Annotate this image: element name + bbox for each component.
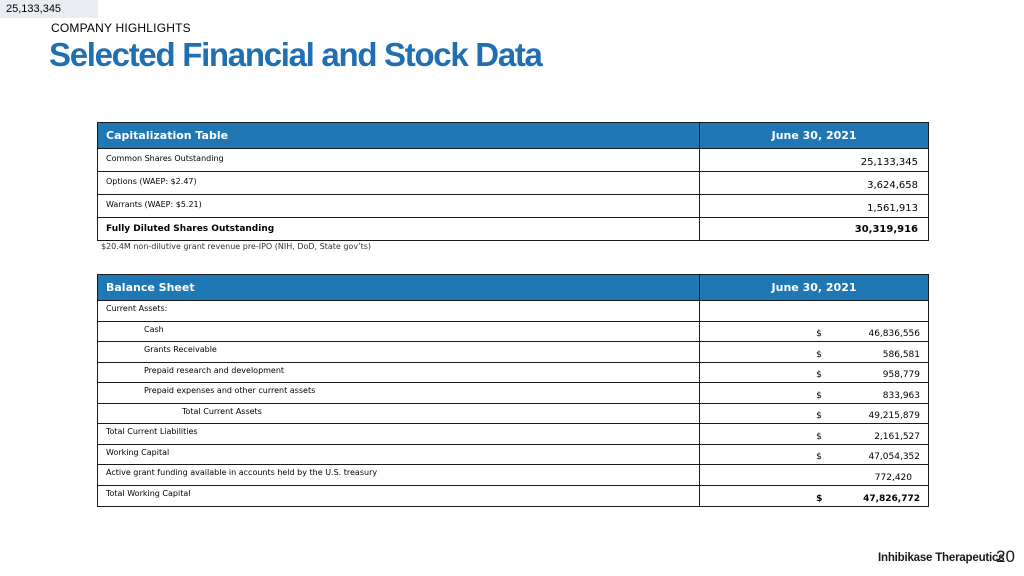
row-value	[700, 485, 929, 506]
amount: 833,963	[882, 390, 920, 401]
section-kicker: COMPANY HIGHLIGHTS	[51, 21, 191, 35]
table-row	[98, 362, 929, 383]
row-value	[700, 424, 929, 445]
currency-symbol: $	[816, 329, 822, 339]
table-row	[98, 301, 929, 322]
row-value	[700, 465, 929, 486]
page-number: 20	[996, 547, 1015, 566]
table-row	[98, 424, 929, 445]
row-label: Options (WAEP: $2.47)	[98, 172, 700, 195]
row-label: Prepaid expenses and other current assets	[98, 383, 700, 404]
row-value	[700, 342, 929, 363]
grant-footnote: $20.4M non-dilutive grant revenue pre-IPO (NIH, DoD, State gov’ts)	[101, 242, 372, 251]
amount: 958,779	[882, 370, 920, 380]
currency-symbol: $	[816, 370, 822, 380]
row-value	[700, 321, 929, 342]
amount: 49,215,879	[868, 411, 920, 421]
bs-header-date: June 30, 2021	[700, 275, 929, 301]
row-value: 3,624,658	[700, 172, 929, 195]
row-label: Fully Diluted Shares Outstanding	[98, 218, 700, 241]
row-value	[700, 301, 929, 322]
amount: 47,826,772	[863, 493, 920, 504]
amount: 586,581	[882, 349, 920, 360]
amount: 772,420	[874, 472, 912, 483]
row-value: 30,319,916	[700, 218, 929, 241]
table-total-row	[98, 218, 929, 241]
table-row	[98, 444, 929, 465]
row-label: Warrants (WAEP: $5.21)	[98, 195, 700, 218]
row-value: 1,561,913	[700, 195, 929, 218]
table-row	[98, 149, 929, 172]
cap-table-header-label: Capitalization Table	[98, 123, 700, 149]
amount: 46,836,556	[868, 329, 920, 339]
table-row	[98, 383, 929, 404]
table-row	[98, 403, 929, 424]
row-value	[700, 403, 929, 424]
table-row	[98, 172, 929, 195]
row-value	[700, 362, 929, 383]
table-row	[98, 195, 929, 218]
cap-table-header-date: June 30, 2021	[700, 123, 929, 149]
currency-symbol: $	[816, 431, 822, 442]
table-row	[98, 465, 929, 486]
bs-header-label: Balance Sheet	[98, 275, 700, 301]
row-label: Working Capital	[98, 444, 700, 465]
table-header-row	[98, 123, 929, 149]
page-title: Selected Financial and Stock Data	[49, 36, 542, 73]
row-label: Current Assets:	[98, 301, 700, 322]
table-total-row	[98, 485, 929, 506]
amount: 2,161,527	[874, 431, 920, 442]
table-row	[98, 321, 929, 342]
row-label: Cash	[98, 321, 700, 342]
row-value	[700, 444, 929, 465]
row-label: Grants Receivable	[98, 342, 700, 363]
balance-sheet-table	[97, 274, 929, 507]
currency-symbol: $	[816, 452, 822, 462]
row-label: Total Current Liabilities	[98, 424, 700, 445]
company-brand: Inhibikase Therapeutics	[878, 552, 1005, 564]
row-label: Total Working Capital	[98, 485, 700, 506]
row-label: Total Current Assets	[98, 403, 700, 424]
currency-symbol: $	[816, 411, 822, 421]
row-value: 25,133,345	[700, 149, 929, 172]
capitalization-table	[97, 122, 929, 241]
corner-tag: 25,133,345	[0, 0, 98, 18]
amount: 47,054,352	[868, 452, 920, 462]
table-row	[98, 342, 929, 363]
currency-symbol: $	[816, 493, 823, 504]
row-value	[700, 383, 929, 404]
row-label: Prepaid research and development	[98, 362, 700, 383]
row-label: Common Shares Outstanding	[98, 149, 700, 172]
currency-symbol: $	[816, 390, 822, 401]
table-header-row	[98, 275, 929, 301]
row-label: Active grant funding available in accounts held by the U.S. treasury	[98, 465, 700, 486]
currency-symbol: $	[816, 349, 822, 360]
